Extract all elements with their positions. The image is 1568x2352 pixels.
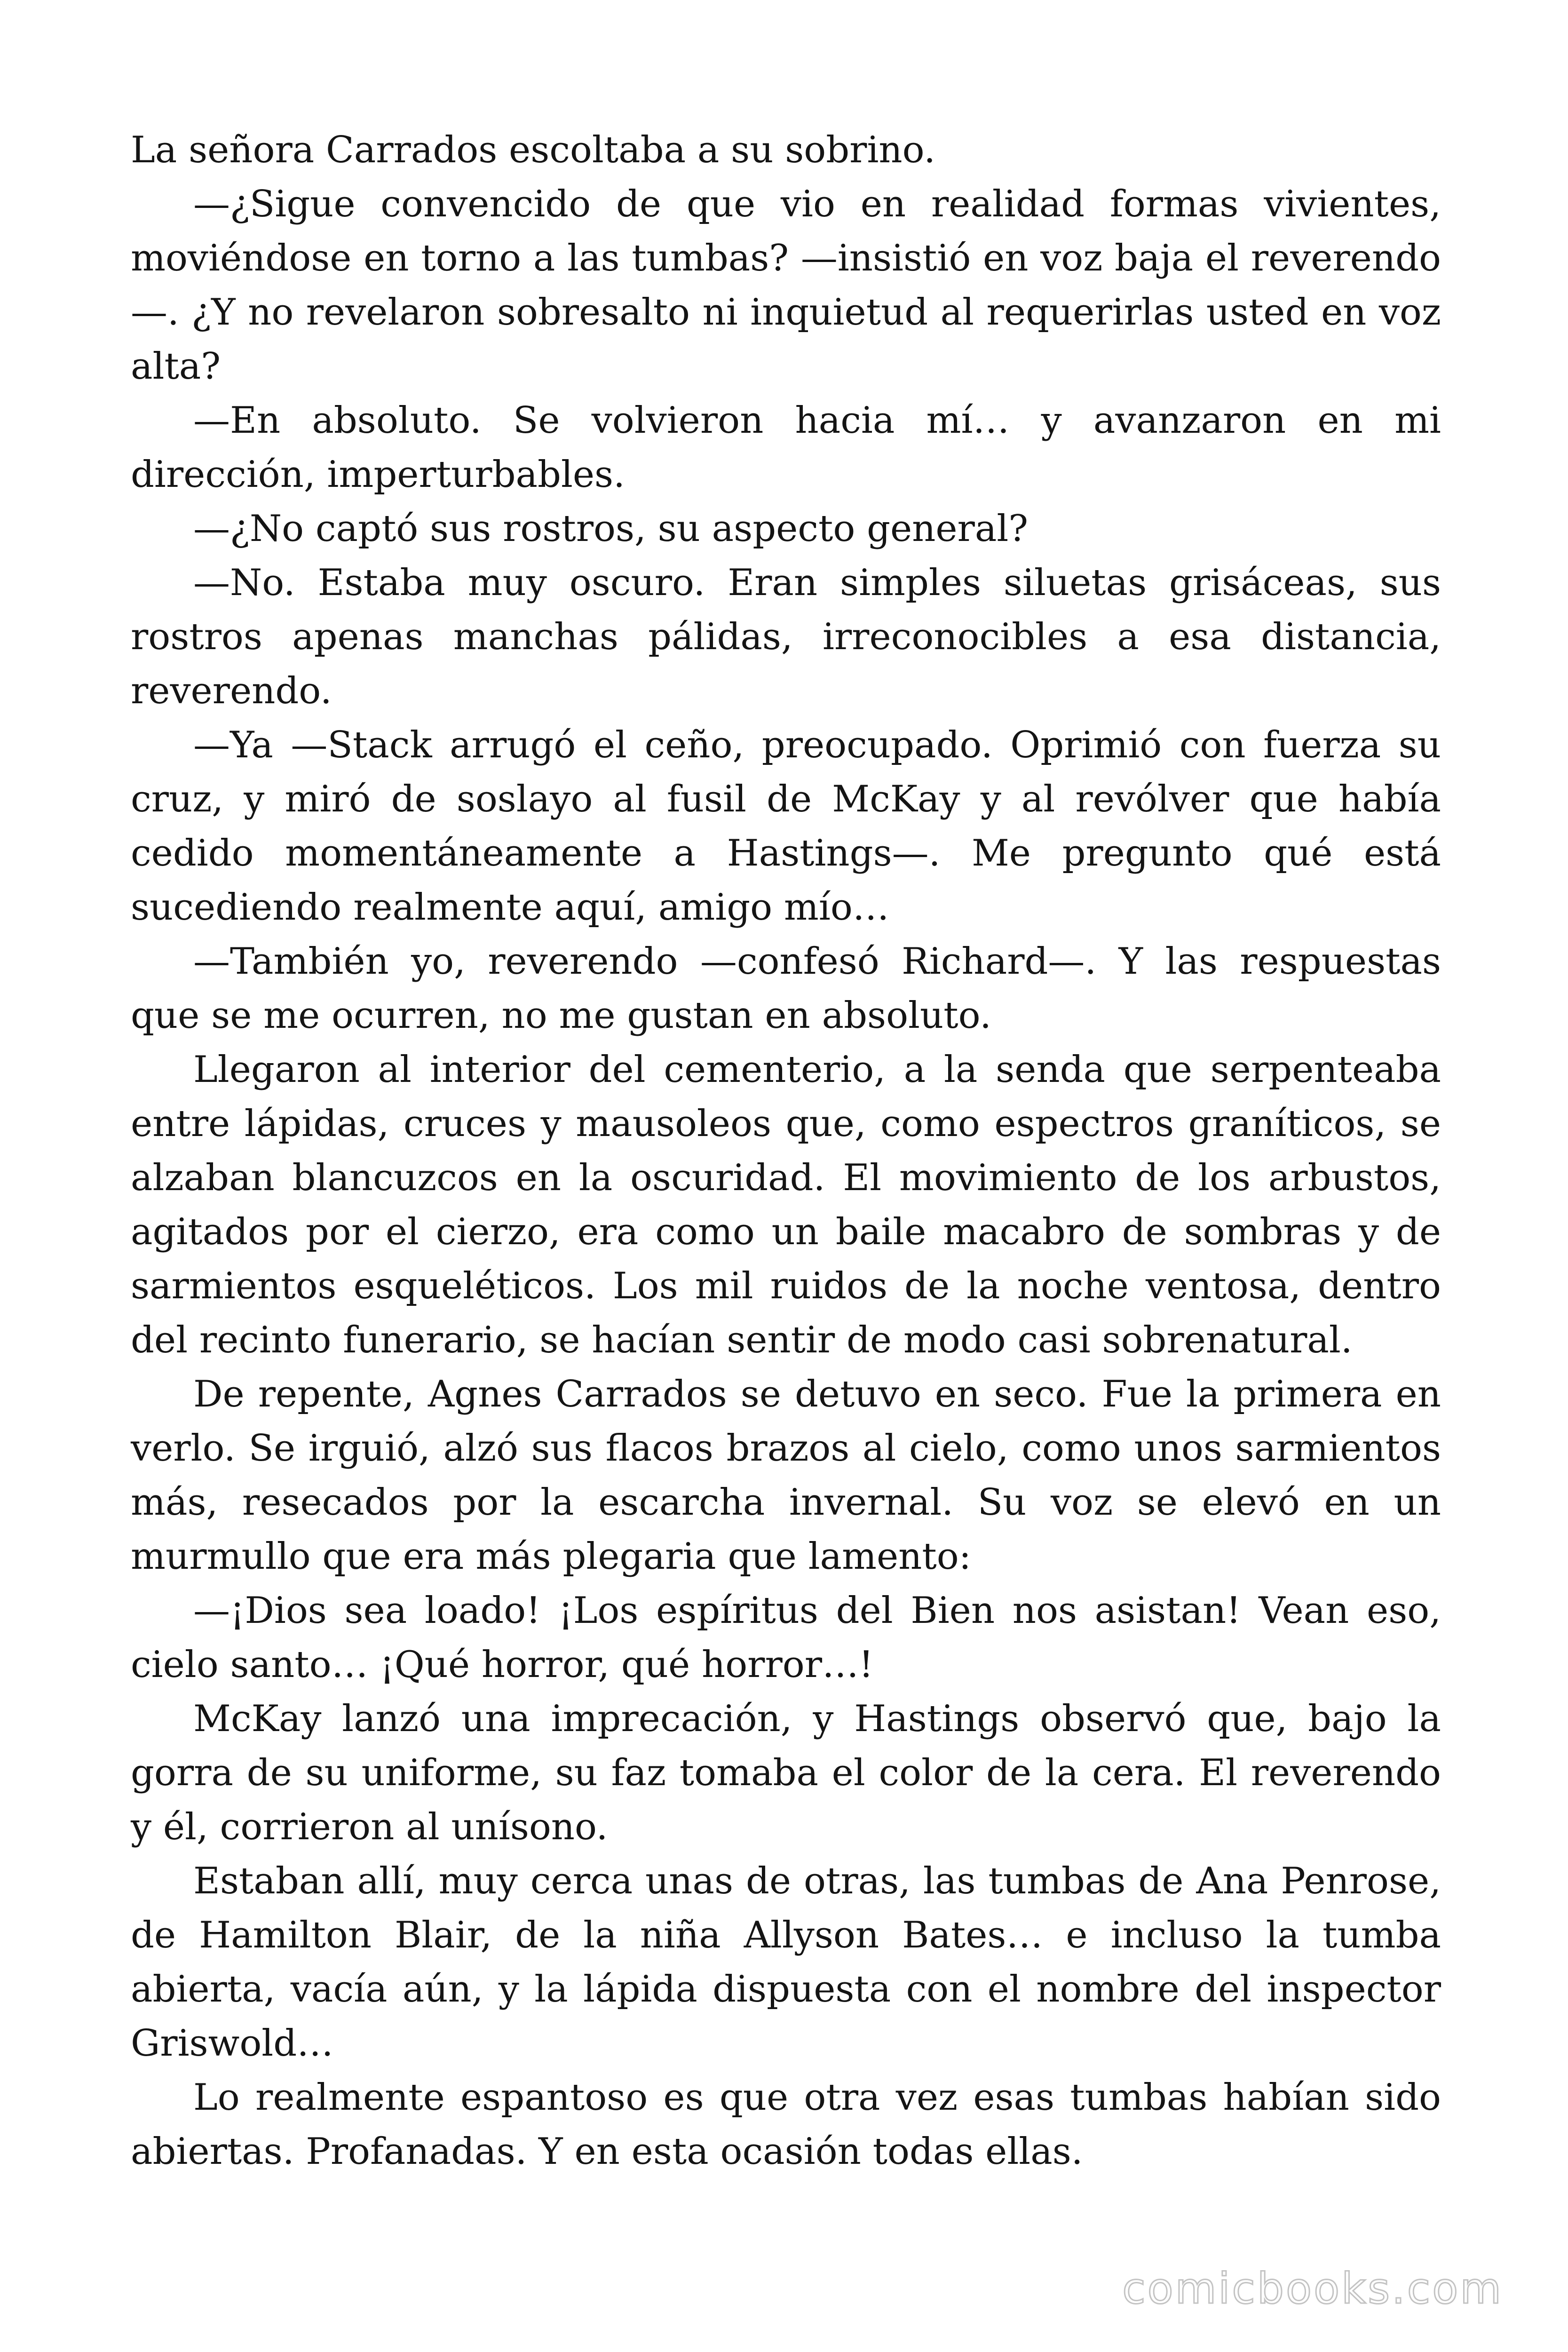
paragraph-3: —En absoluto. Se volvieron hacia mí… y avanzaron en mi dirección, imperturbables. <box>131 399 1441 496</box>
paragraph-2: —¿Sigue convencido de que vio en realidad formas vivientes, moviéndose en torno a las tumbas? —insistió en voz baja el reverendo—. ¿Y no revelaron sobresalto ni inquietud al requerirlas usted en voz alta? <box>131 183 1441 388</box>
paragraph-4: —¿No captó sus rostros, su aspecto general? <box>193 508 1029 550</box>
paragraph-6: —Ya —Stack arrugó el ceño, preocupado. Oprimió con fuerza su cruz, y miró de soslayo al fusil de McKay y al revólver que había cedido momentáneamente a Hastings—. Me pregunto qué está sucediendo realmente aquí, amigo mío… <box>131 724 1441 929</box>
paragraph-1: La señora Carrados escoltaba a su sobrino. <box>131 129 936 171</box>
paragraph-9: De repente, Agnes Carrados se detuvo en seco. Fue la primera en verlo. Se irguió, alzó sus flacos brazos al cielo, como unos sarmientos más, resecados por la escarcha invernal. Su voz se elevó en un murmullo que era más plegaria que lamento: <box>131 1373 1441 1578</box>
paragraph-13: Lo realmente espantoso es que otra vez esas tumbas habían sido abiertas. Profanadas. Y en esta ocasión todas ellas. <box>131 2076 1441 2173</box>
watermark: comicbooks.com <box>1122 2264 1503 2313</box>
page-body <box>131 123 1441 2179</box>
paragraph-7: —También yo, reverendo —confesó Richard—. Y las respuestas que se me ocurren, no me gustan en absoluto. <box>131 940 1441 1037</box>
paragraph-8: Llegaron al interior del cementerio, a la senda que serpenteaba entre lápidas, cruces y mausoleos que, como espectros graníticos, se alzaban blancuzcos en la oscuridad. El movimiento de los arbustos, agitados por el cierzo, era como un baile macabro de sombras y de sarmientos esqueléticos. Los mil ruidos de la noche ventosa, dentro del recinto funerario, se hacían sentir de modo casi sobrenatural. <box>131 1049 1441 1361</box>
paragraph-10: —¡Dios sea loado! ¡Los espíritus del Bien nos asistan! Vean eso, cielo santo… ¡Qué horror, qué horror…! <box>131 1589 1441 1686</box>
paragraph-5: —No. Estaba muy oscuro. Eran simples siluetas grisáceas, sus rostros apenas manchas pálidas, irreconocibles a esa distancia, reverendo. <box>131 562 1441 712</box>
paragraph-12: Estaban allí, muy cerca unas de otras, las tumbas de Ana Penrose, de Hamilton Blair, de la niña Allyson Bates… e incluso la tumba abierta, vacía aún, y la lápida dispuesta con el nombre del inspector Griswold… <box>131 1860 1441 2065</box>
paragraph-11: McKay lanzó una imprecación, y Hastings observó que, bajo la gorra de su uniforme, su faz tomaba el color de la cera. El reverendo y él, corrieron al unísono. <box>131 1698 1441 1848</box>
